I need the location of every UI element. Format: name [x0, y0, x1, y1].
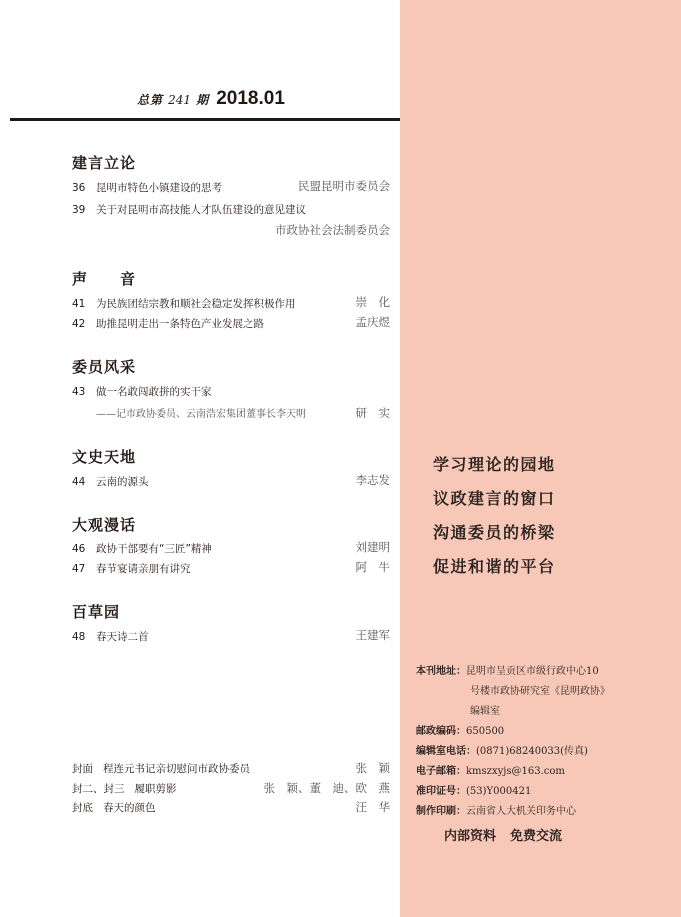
page-number: 46	[72, 543, 86, 555]
entry-title: 云南的源头	[96, 476, 149, 488]
issue-suffix: 期	[196, 93, 210, 107]
entry-author: 研 实	[355, 406, 390, 420]
entry-author: 李志发	[355, 473, 390, 487]
phone-row	[416, 742, 588, 757]
toc-entry[interactable]	[72, 296, 390, 311]
page-number: 47	[72, 563, 86, 575]
cover-title: 履职剪影	[134, 783, 177, 795]
issue-number: 241	[168, 93, 192, 107]
header-rule	[10, 118, 400, 121]
address-line: 号楼市政协研究室《昆明政协》	[470, 686, 610, 697]
internal-material-label: 内部资料	[444, 829, 497, 844]
toc-entry[interactable]	[72, 316, 390, 331]
address-line: 昆明市呈贡区市级行政中心10	[466, 666, 599, 677]
section-title: 大观漫话	[72, 516, 137, 534]
toc-entry[interactable]	[72, 384, 390, 399]
entry-author: 民盟昆明市委员会	[298, 179, 390, 193]
toc-entry[interactable]	[72, 474, 390, 489]
toc-entry[interactable]	[72, 629, 390, 644]
page-number: 44	[72, 476, 86, 488]
entry-author: 阿 牛	[355, 560, 390, 574]
address-label: 本刊地址：	[416, 666, 466, 677]
cover-title: 程连元书记亲切慰问市政协委员	[103, 763, 251, 775]
permit-value: (53)Y000421	[466, 786, 532, 797]
section-title: 建言立论	[72, 154, 137, 172]
section-title: 委员风采	[72, 358, 137, 376]
entry-author: 孟庆煜	[355, 315, 390, 329]
entry-title: 关于对昆明市高技能人才队伍建设的意见建议	[96, 204, 306, 216]
postcode-label: 邮政编码：	[416, 726, 466, 737]
phone-value: (0871)68240033(传真)	[476, 746, 588, 757]
entry-subtitle: ——记市政协委员、云南浩宏集团董事长李天明	[96, 409, 306, 420]
entry-subtitle-row	[96, 405, 390, 420]
entry-title: 为民族团结宗教和顺社会稳定发挥积极作用	[96, 298, 296, 310]
issue-label: 总第	[137, 93, 164, 107]
phone-label: 编辑室电话：	[416, 746, 476, 757]
cover-label: 封面	[72, 763, 93, 775]
cover-author: 张 颖	[355, 761, 390, 775]
entry-author: 市政协社会法制委员会	[275, 223, 390, 237]
permit-label: 准印证号：	[416, 786, 466, 797]
cover-author: 张 颖、董 迪、欧 燕	[263, 781, 390, 795]
page-number: 39	[72, 204, 86, 216]
motto-line: 议政建言的窗口	[433, 489, 556, 508]
entry-title: 春天诗二首	[96, 631, 149, 643]
toc-entry[interactable]	[72, 561, 390, 576]
page-number: 42	[72, 318, 86, 330]
cover-entry	[72, 761, 390, 776]
email-row	[416, 762, 565, 777]
section-title: 百草园	[72, 603, 121, 621]
toc-entry[interactable]	[72, 541, 390, 556]
entry-author: 崇 化	[355, 295, 390, 309]
entry-author: 王建军	[355, 628, 390, 642]
printer-value: 云南省人大机关印务中心	[466, 806, 576, 817]
free-exchange-label: 免费交流	[510, 829, 563, 844]
issue-header	[137, 88, 285, 110]
email-label: 电子邮箱：	[416, 766, 466, 777]
motto-line: 促进和谐的平台	[433, 557, 556, 576]
page-number: 48	[72, 631, 86, 643]
section-title: 文史天地	[72, 448, 137, 466]
issue-date: 2018.01	[216, 88, 285, 109]
cover-label: 封二、封三	[72, 783, 125, 795]
page-number: 36	[72, 182, 86, 194]
motto-line: 沟通委员的桥梁	[433, 523, 556, 542]
toc-entry[interactable]	[72, 202, 390, 217]
cover-entry	[72, 800, 390, 815]
motto-line: 学习理论的园地	[433, 455, 556, 474]
postcode-row	[416, 722, 504, 737]
entry-author: 刘建明	[355, 540, 390, 554]
printer-row	[416, 802, 576, 817]
entry-title: 做一名敢闯敢拼的实干家	[96, 386, 212, 398]
cover-author: 汪 华	[355, 800, 390, 814]
address-line: 编辑室	[470, 706, 500, 717]
postcode-value: 650500	[466, 726, 505, 737]
address-row	[416, 662, 599, 677]
distribution-note	[444, 825, 576, 844]
permit-row	[416, 782, 531, 797]
section-title: 声 音	[72, 270, 137, 288]
printer-label: 制作印刷：	[416, 806, 466, 817]
page-number: 41	[72, 298, 86, 310]
entry-title: 政协干部要有“三匠”精神	[96, 543, 212, 555]
toc-entry[interactable]	[72, 180, 390, 195]
cover-entry	[72, 781, 390, 796]
entry-title: 助推昆明走出一条特色产业发展之路	[96, 318, 264, 330]
cover-label: 封底	[72, 802, 93, 814]
email-value[interactable]: kmszxyjs@163.com	[466, 766, 565, 777]
entry-title: 春节宴请亲朋有讲究	[96, 563, 191, 575]
entry-title: 昆明市特色小镇建设的思考	[96, 182, 222, 194]
cover-title: 春天的颜色	[103, 802, 156, 814]
page-number: 43	[72, 386, 86, 398]
